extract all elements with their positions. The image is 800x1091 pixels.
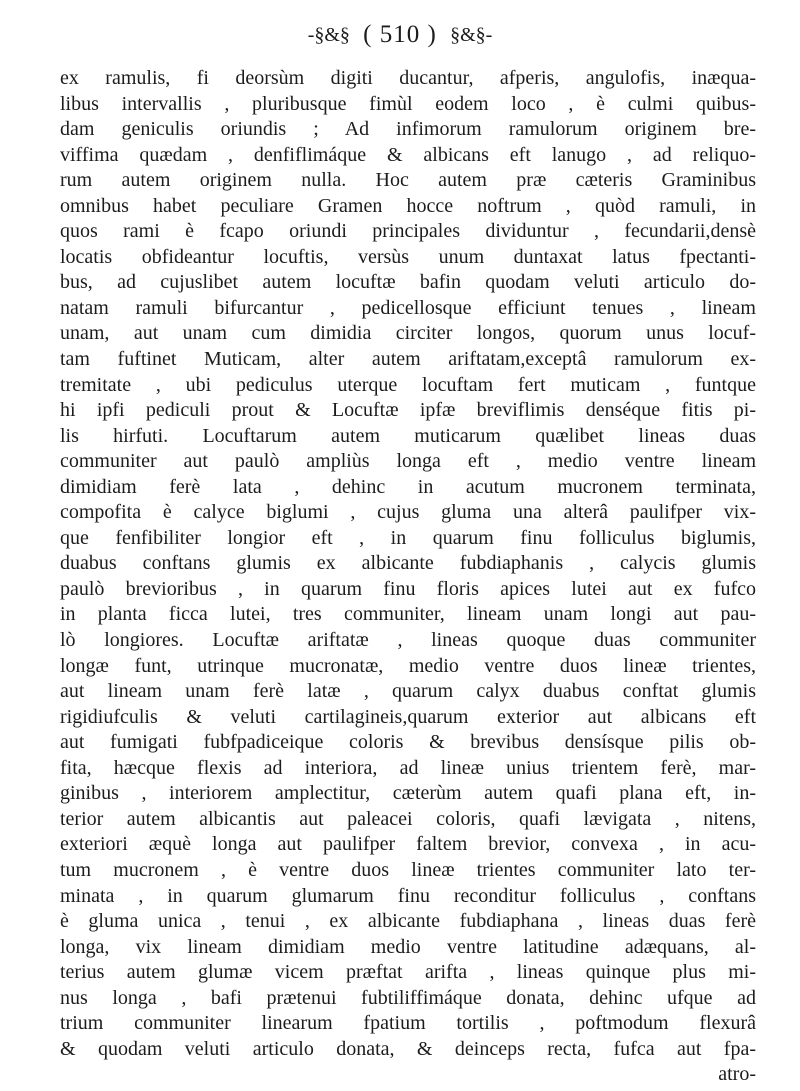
text-line: ex ramulis, fi deorsùm digiti ducantur, afperis, angulofis, inæqua- bbox=[60, 67, 756, 89]
text-line: communiter aut paulò ampliùs longa eft , medio ventre lineam bbox=[60, 450, 756, 473]
text-line: omnibus habet peculiare Gramen hocce noftrum , quòd ramuli, in bbox=[60, 194, 756, 217]
text-line: nus longa , bafi prætenui fubtiliffimáque donata, dehinc ufque ad bbox=[60, 986, 756, 1009]
text-line: terius autem glumæ vicem præftat arifta , lineas quinque plus mi- bbox=[60, 961, 756, 984]
page-number: ( 510 ) bbox=[363, 21, 437, 49]
header-ornament-right: §&§- bbox=[450, 24, 493, 47]
text-line: terior autem albicantis aut paleacei coloris, quafi lævigata , nitens, bbox=[60, 807, 756, 830]
header-ornament-left: -§&§ bbox=[307, 24, 350, 47]
text-line: hi ipfi pediculi prout & Locuftæ ipfæ breviflimis denséque fitis pi- bbox=[60, 399, 756, 422]
text-line: libus intervallis , pluribusque fimùl eodem loco , è culmi quibus- bbox=[60, 92, 756, 115]
text-line: lò longiores. Locuftæ ariftatæ , lineas quoque duas communiter bbox=[60, 629, 756, 652]
text-line: longa, vix lineam dimidiam medio ventre latitudine adæquans, al- bbox=[60, 935, 756, 958]
text-line: rum autem originem nulla. Hoc autem præ cæteris Graminibus bbox=[60, 169, 756, 192]
text-line: paulò brevioribus , in quarum finu floris apices lutei aut ex fufco bbox=[60, 577, 756, 600]
text-line: & quodam veluti articulo donata, & deinceps recta, fufca aut fpa- bbox=[60, 1037, 756, 1060]
text-line: in planta ficca lutei, tres communiter, lineam unam longi aut pau- bbox=[60, 603, 756, 626]
page-header bbox=[0, 14, 800, 54]
catchword: atro- bbox=[718, 1063, 756, 1086]
text-line: fita, hæcque flexis ad interiora, ad lineæ unius trientem ferè, mar- bbox=[60, 756, 756, 779]
body-text bbox=[60, 66, 756, 1088]
text-line: dimidiam ferè lata , dehinc in acutum mucronem terminata, bbox=[60, 475, 756, 498]
text-line: rigidiufculis & veluti cartilagineis,quarum exterior aut albicans eft bbox=[60, 705, 756, 728]
text-line: tum mucronem , è ventre duos lineæ trientes communiter lato ter- bbox=[60, 858, 756, 881]
text-line: è gluma unica , tenui , ex albicante fubdiaphana , lineas duas ferè bbox=[60, 910, 756, 933]
text-line: exteriori æquè longa aut paulifper faltem brevior, convexa , in acu- bbox=[60, 833, 756, 856]
text-line: aut lineam unam ferè latæ , quarum calyx duabus conftat glumis bbox=[60, 680, 756, 703]
text-line: bus, ad cujuslibet autem locuftæ bafin quodam veluti articulo do- bbox=[60, 271, 756, 294]
text-line: natam ramuli bifurcantur , pedicellosque efficiunt tenues , lineam bbox=[60, 296, 756, 319]
text-line: aut fumigati fubfpadiceique coloris & brevibus densísque pilis ob- bbox=[60, 731, 756, 754]
text-line: locatis obfideantur locuftis, versùs unum duntaxat latus fpectanti- bbox=[60, 245, 756, 268]
text-line: compofita è calyce biglumi , cujus gluma una alterâ paulifper vix- bbox=[60, 501, 756, 524]
text-line: duabus conftans glumis ex albicante fubdiaphanis , calycis glumis bbox=[60, 552, 756, 575]
text-line: tremitate , ubi pediculus uterque locuftam fert muticam , funtque bbox=[60, 373, 756, 396]
text-line: que fenfibiliter longior eft , in quarum finu folliculus biglumis, bbox=[60, 526, 756, 549]
text-line: trium communiter linearum fpatium tortilis , poftmodum flexurâ bbox=[60, 1012, 756, 1035]
text-line: dam geniculis oriundis ; Ad infimorum ramulorum originem bre- bbox=[60, 118, 756, 141]
text-line: tam fuftinet Muticam, alter autem ariftatam,exceptâ ramulorum ex- bbox=[60, 348, 756, 371]
text-line: unam, aut unam cum dimidia circiter longos, quorum unus locuf- bbox=[60, 322, 756, 345]
text-line: minata , in quarum glumarum finu reconditur folliculus , conftans bbox=[60, 884, 756, 907]
text-line: viffima quædam , denfiflimáque & albicans eft lanugo , ad reliquo- bbox=[60, 143, 756, 166]
text-line: quos rami è fcapo oriundi principales dividuntur , fecundarii,densè bbox=[60, 220, 756, 243]
text-line: longæ funt, utrinque mucronatæ, medio ventre duos lineæ trientes, bbox=[60, 654, 756, 677]
text-line: lis hirfuti. Locuftarum autem muticarum quælibet lineas duas bbox=[60, 424, 756, 447]
text-line: ginibus , interiorem amplectitur, cæterùm autem quafi plana eft, in- bbox=[60, 782, 756, 805]
